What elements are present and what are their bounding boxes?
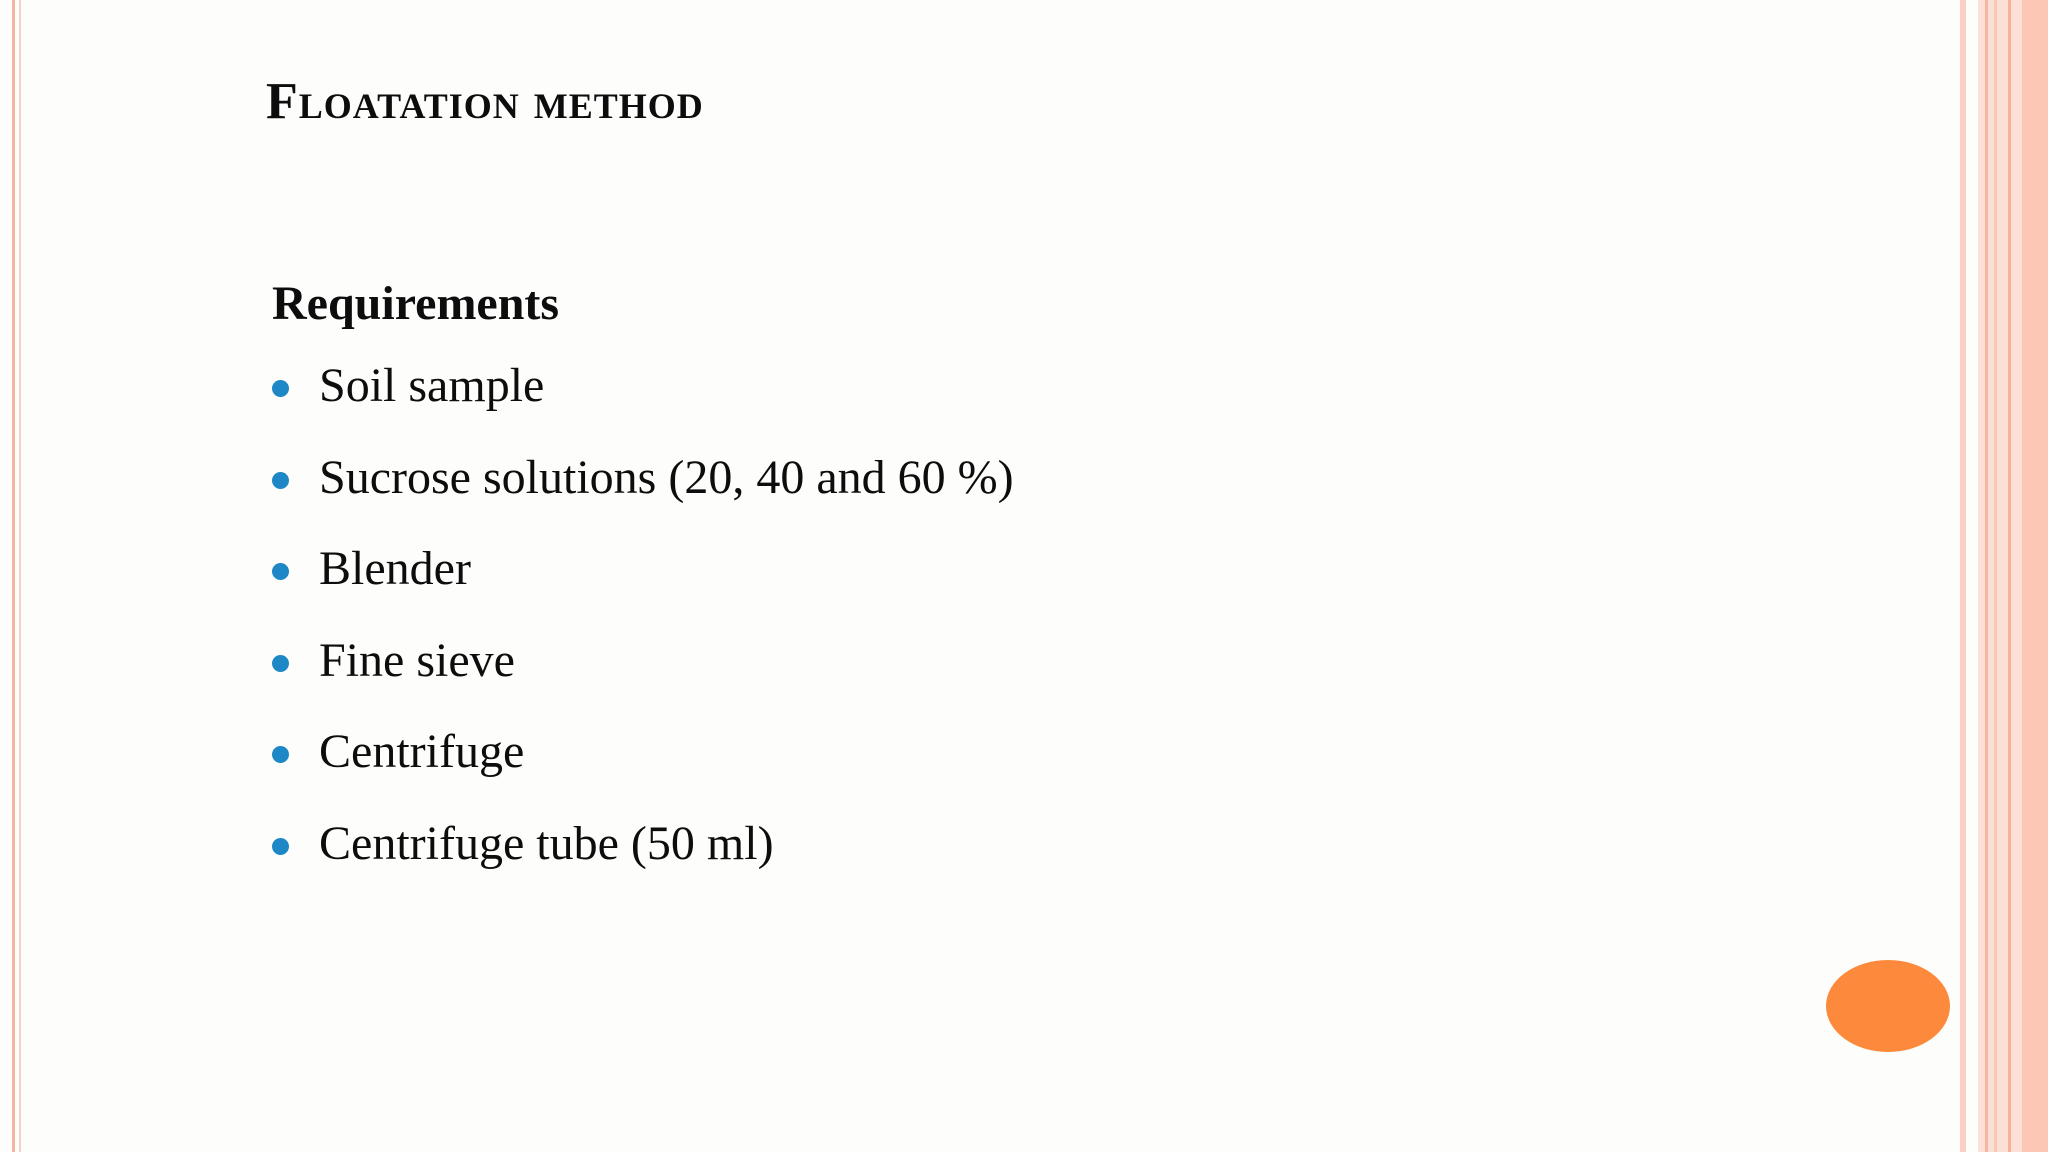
bullet-icon: [272, 838, 289, 855]
right-border-stripe: [1960, 0, 1966, 1152]
left-border-line: [19, 0, 21, 1152]
right-border-stripe: [1994, 0, 1997, 1152]
list-item: [272, 726, 1014, 818]
slide-title: Floatation method: [266, 73, 704, 130]
right-border-stripe: [1985, 0, 1988, 1152]
right-border-stripe: [2022, 0, 2048, 1152]
bullet-icon: [272, 380, 289, 397]
list-item-text: Fine sieve: [319, 633, 515, 687]
requirements-list: [272, 360, 1014, 909]
section-heading: Requirements: [272, 277, 560, 330]
list-item: [272, 452, 1014, 544]
bullet-icon: [272, 472, 289, 489]
list-item-text: Sucrose solutions (20, 40 and 60 %): [319, 450, 1014, 504]
right-border-stripe: [2008, 0, 2011, 1152]
list-item-text: Centrifuge: [319, 725, 525, 778]
bullet-icon: [272, 563, 289, 580]
list-item: [272, 360, 1014, 452]
list-item: [272, 635, 1014, 727]
list-item-text: Soil sample: [319, 359, 545, 412]
left-border-line: [12, 0, 15, 1152]
list-item-text: Centrifuge tube (50 ml): [319, 816, 774, 870]
list-item-text: Blender: [319, 542, 471, 595]
bullet-icon: [272, 746, 289, 763]
page-number-oval: [1826, 960, 1950, 1052]
list-item: [272, 543, 1014, 635]
list-item: [272, 818, 1014, 910]
bullet-icon: [272, 655, 289, 672]
